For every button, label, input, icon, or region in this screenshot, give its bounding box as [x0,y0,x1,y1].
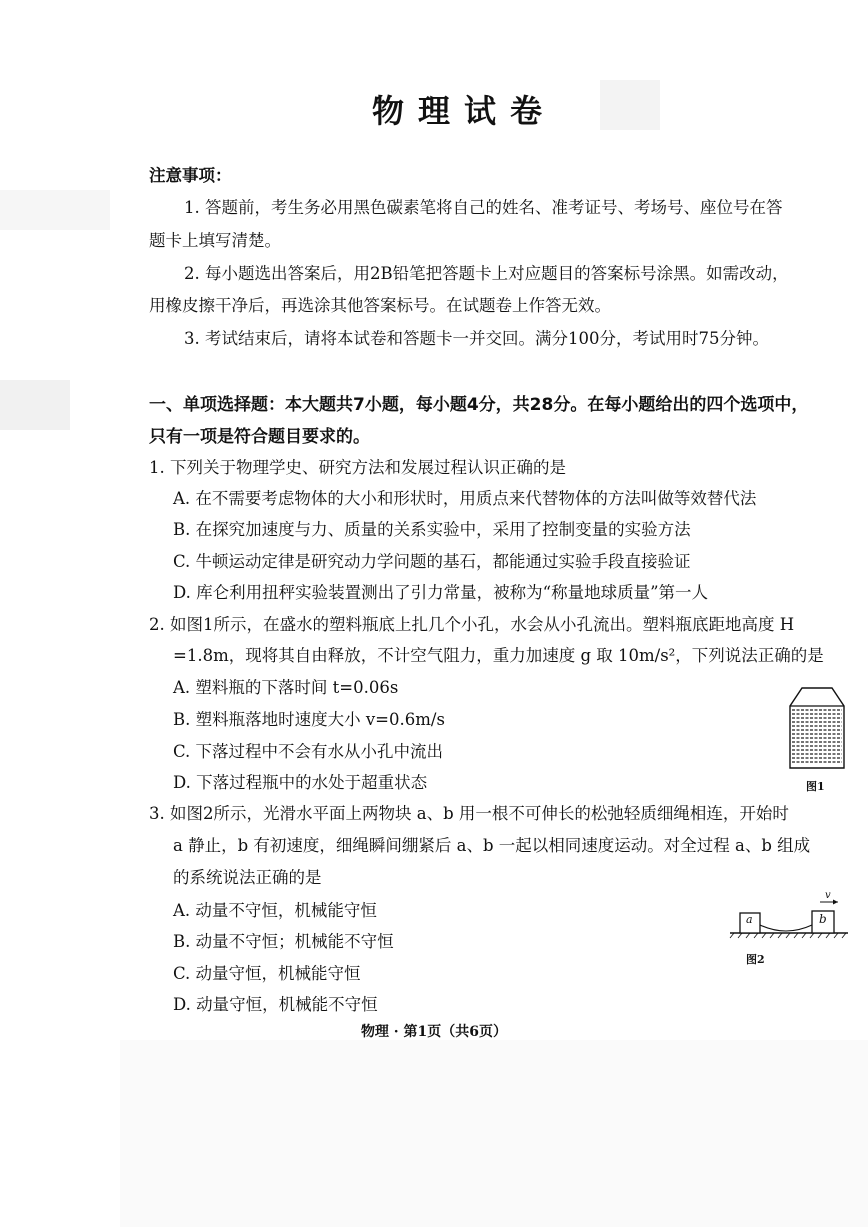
question-1-option-c: C. 牛顿运动定律是研究动力学问题的基石，都能通过实验手段直接验证 [173,552,691,571]
notice-item-2-line-1: 2. 每小题选出答案后，用2B铅笔把答题卡上对应题目的答案标号涂黑。如需改动， [184,264,789,283]
notice-heading: 注意事项： [149,166,232,185]
question-2-option-c: C. 下落过程中不会有水从小孔中流出 [173,742,444,761]
page-footer: 物理 · 第1页（共6页） [360,1024,508,1040]
figure-2-blocks-diagram [728,890,850,966]
question-3-option-b: B. 动量不守恒；机械能不守恒 [173,932,394,951]
scan-shade [0,190,110,230]
notice-item-1-line-2: 题卡上填写清楚。 [149,231,281,250]
question-2-option-b: B. 塑料瓶落地时速度大小 v=0.6m/s [173,710,445,729]
question-3-stem-line-3: 的系统说法正确的是 [173,868,322,887]
figure-2-caption: 图2 [746,953,765,966]
question-1-stem: 1. 下列关于物理学史、研究方法和发展过程认识正确的是 [149,458,566,477]
question-3-option-a: A. 动量不守恒，机械能守恒 [173,901,377,920]
question-1-option-b: B. 在探究加速度与力、质量的关系实验中，采用了控制变量的实验方法 [173,520,691,539]
question-2-option-d: D. 下落过程瓶中的水处于超重状态 [173,773,428,792]
question-2-stem-line-2: =1.8m，现将其自由释放，不计空气阻力，重力加速度 g 取 10m/s²，下列说法正确的是 [173,646,824,665]
notice-item-2-line-2: 用橡皮擦干净后，再选涂其他答案标号。在试题卷上作答无效。 [149,296,611,315]
question-3-option-d: D. 动量守恒，机械能不守恒 [173,995,378,1014]
page-title: 物理试卷 [371,92,556,130]
notice-item-1-line-1: 1. 答题前，考生务必用黑色碳素笔将自己的姓名、准考证号、考场号、座位号在答 [184,198,783,217]
block-b-label: b [819,912,827,926]
notice-item-3-line-1: 3. 考试结束后，请将本试卷和答题卡一并交回。满分100分，考试用时75分钟。 [184,329,769,348]
figure-1-caption: 图1 [806,780,825,793]
figure-1-bottle-diagram [786,686,848,792]
question-2-stem-line-1: 2. 如图1所示，在盛水的塑料瓶底上扎几个小孔，水会从小孔流出。塑料瓶底距地高度 H [149,615,795,634]
section-heading-line-2: 只有一项是符合题目要求的。 [149,427,370,447]
question-1-option-d: D. 库仑利用扭秤实验装置测出了引力常量，被称为“称量地球质量”第一人 [173,583,709,602]
scan-shade [0,380,70,430]
block-a-label: a [746,913,753,926]
question-1-option-a: A. 在不需要考虑物体的大小和形状时，用质点来代替物体的方法叫做等效替代法 [173,489,757,508]
question-2-option-a: A. 塑料瓶的下落时间 t=0.06s [173,678,399,697]
question-3-stem-line-1: 3. 如图2所示，光滑水平面上两物块 a、b 用一根不可伸长的松弛轻质细绳相连，开始时 [149,804,789,823]
section-heading-line-1: 一、单项选择题：本大题共7小题，每小题4分，共28分。在每小题给出的四个选项中， [149,395,809,415]
question-3-stem-line-2: a 静止，b 有初速度，细绳瞬间绷紧后 a、b 一起以相同速度运动。对全过程 a、b 组成 [173,836,811,855]
question-3-option-c: C. 动量守恒，机械能守恒 [173,964,361,983]
scan-shade [120,1040,868,1227]
bottle-icon [786,686,848,774]
velocity-label: v [825,890,831,901]
